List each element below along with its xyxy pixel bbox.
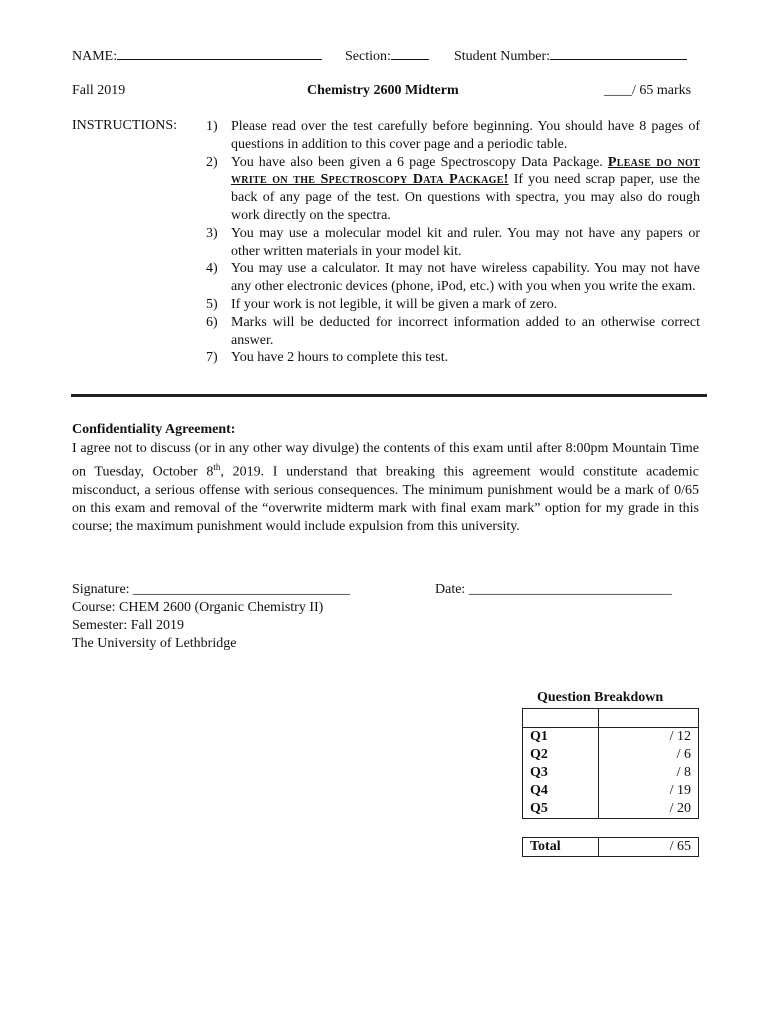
section-divider: [71, 394, 707, 397]
instruction-text: If you need scrap paper, use the back of any page of the test. On questions with spectra, you may also do rough work directly on the spectra.: [231, 172, 701, 223]
instruction-text: You may use a calculator. It may not have wireless capability. You may not have any other electronic devices (phone, iPod, etc.) with you when you write the exam.: [231, 261, 700, 295]
instruction-item: [206, 118, 700, 154]
marks-text: / 65 marks: [632, 83, 692, 98]
student-number-blank[interactable]: [550, 47, 687, 60]
table-row: [523, 782, 699, 800]
question-label: Q1: [523, 728, 599, 747]
total-label: Total: [523, 838, 599, 857]
question-marks[interactable]: / 19: [599, 782, 699, 800]
date-field[interactable]: [435, 582, 672, 598]
instruction-text: Please read over the test carefully before beginning. You should have 8 pages of questions in addition to this cover page and a periodic table.: [231, 119, 700, 152]
instruction-text: You have 2 hours to complete this test.: [231, 350, 449, 366]
instruction-text: You may use a molecular model kit and ruler. You may not have any papers or other written materials in your model kit.: [231, 225, 700, 259]
instruction-number: 2): [206, 154, 218, 170]
section-field[interactable]: [345, 47, 429, 65]
instruction-text: Marks will be deducted for incorrect information added to an otherwise correct answer.: [231, 314, 700, 348]
name-label: NAME:: [72, 49, 118, 64]
question-label: Q2: [523, 746, 599, 764]
instruction-number: 4): [206, 261, 218, 277]
table-row: [523, 764, 699, 782]
confidentiality-heading: Confidentiality Agreement:: [72, 422, 236, 437]
instruction-item: [206, 225, 700, 261]
question-marks[interactable]: / 20: [599, 800, 699, 819]
confidentiality-text: [72, 440, 699, 536]
total-marks[interactable]: / 65: [599, 838, 699, 857]
instruction-item: [206, 154, 700, 225]
instruction-number: 3): [206, 225, 218, 241]
question-label: Q4: [523, 782, 599, 800]
total-table: [522, 837, 699, 857]
semester-line: Semester: Fall 2019: [72, 618, 184, 633]
exam-title: Chemistry 2600 Midterm: [307, 83, 459, 98]
question-marks[interactable]: / 12: [599, 728, 699, 747]
instruction-text: If your work is not legible, it will be given a mark of zero.: [231, 296, 558, 312]
date-superscript: th: [213, 462, 221, 472]
section-blank[interactable]: [391, 47, 429, 60]
total-marks-header: [604, 83, 691, 99]
instruction-number: 1): [206, 119, 218, 134]
section-label: Section:: [345, 49, 391, 64]
instruction-number: 5): [206, 296, 218, 312]
date-line[interactable]: _____________________________: [468, 582, 672, 597]
header-cell: [599, 709, 699, 728]
instruction-number: 7): [206, 350, 218, 366]
question-marks[interactable]: / 8: [599, 764, 699, 782]
student-number-field[interactable]: [454, 47, 687, 65]
instruction-item: [206, 349, 700, 367]
instruction-text: You have also been given a 6 page Spectroscopy Data Package.: [231, 154, 603, 170]
signature-field[interactable]: [72, 582, 350, 598]
instruction-item: [206, 296, 700, 314]
instruction-item: [206, 314, 700, 350]
signature-label: Signature:: [72, 582, 130, 597]
marks-blank[interactable]: ____: [604, 83, 632, 98]
signature-line[interactable]: _______________________________: [133, 582, 351, 597]
course-line: Course: CHEM 2600 (Organic Chemistry II): [72, 600, 324, 615]
date-label: Date:: [435, 582, 466, 597]
table-row: [523, 838, 699, 857]
table-row: [523, 800, 699, 819]
instructions-label: INSTRUCTIONS:: [72, 118, 178, 133]
question-breakdown-table: [522, 708, 699, 819]
table-row: [523, 728, 699, 747]
instruction-item: [206, 260, 700, 296]
term: Fall 2019: [72, 83, 126, 98]
confidentiality-text-part: I agree not to discuss (or in any other way divulge) the contents of this exam until after 8:00pm Mountain Time on Tuesday, October 8: [72, 441, 699, 480]
instructions-list: [206, 118, 700, 367]
instruction-number: 6): [206, 314, 218, 330]
question-breakdown-title: Question Breakdown: [537, 690, 664, 705]
name-blank[interactable]: [117, 47, 322, 60]
question-marks[interactable]: / 6: [599, 746, 699, 764]
question-label: Q5: [523, 800, 599, 819]
header-cell: [523, 709, 599, 728]
university-line: The University of Lethbridge: [72, 636, 237, 651]
table-row: [523, 746, 699, 764]
table-row: [523, 709, 699, 728]
student-number-label: Student Number:: [454, 49, 551, 64]
name-field[interactable]: [72, 47, 322, 65]
question-label: Q3: [523, 764, 599, 782]
instruction-emphasis: Please do not write on the Spectroscopy Data Package!: [231, 154, 700, 188]
confidentiality-text-part: , 2019. I understand that breaking this agreement would constitute academic misconduct, a serious offense with serious consequences. The minimum punishment would be a mark of 0/65 on this exam and removal of the “overwrite midterm mark with final exam mark” option for my grade in this course; the maximum punishment would include expulsion from this university.: [72, 464, 699, 534]
